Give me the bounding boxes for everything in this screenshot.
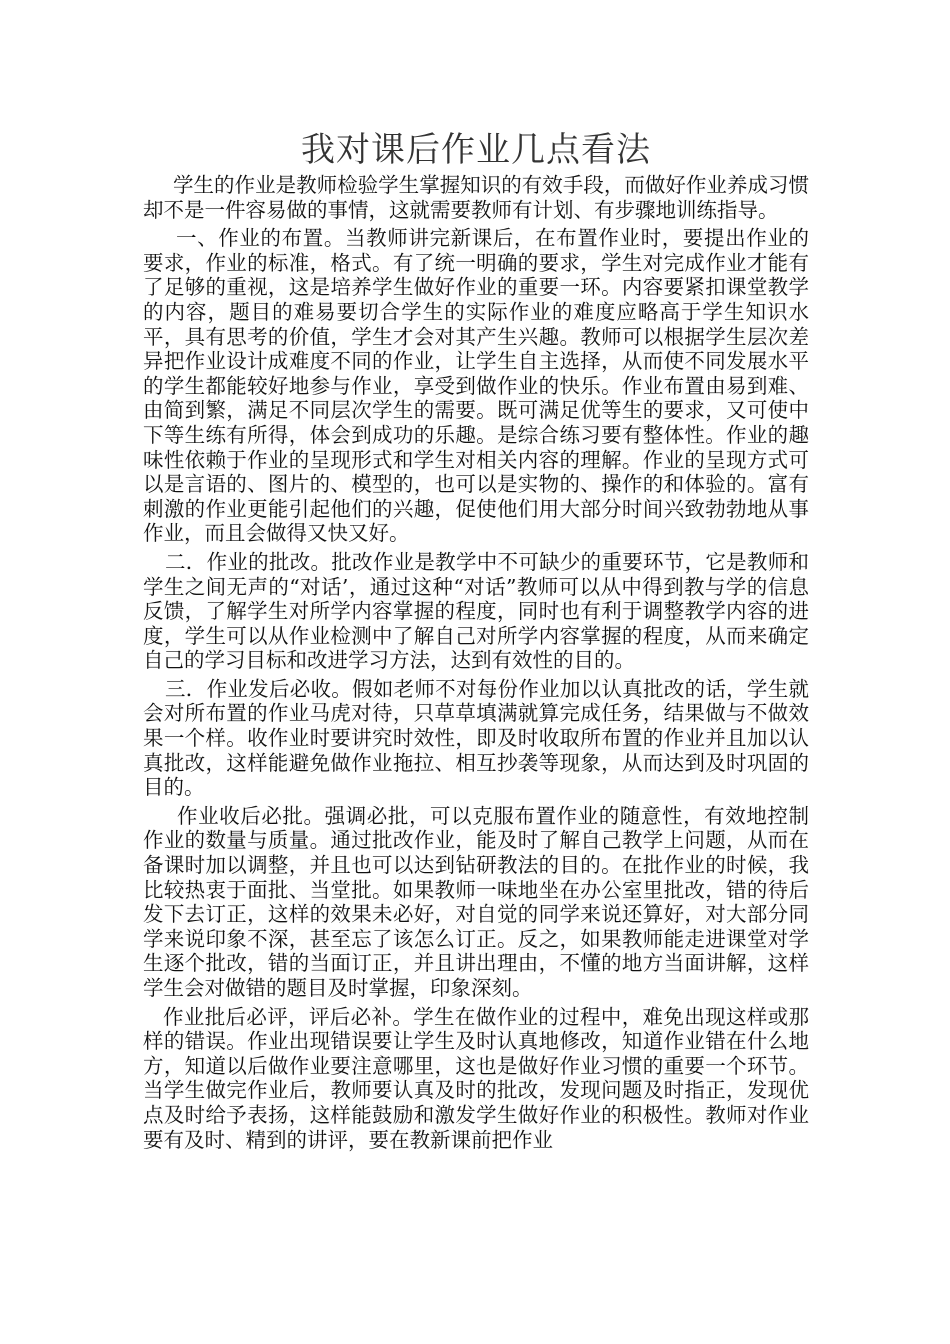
paragraph-assignment-collection: 三．作业发后必收。假如老师不对每份作业加以认真批改的话，学生就会对所布置的作业马虎对待，只草草填满就算完成任务，结果做与不做效果一个样。收作业时要讲究时效性，即及时收取所布置的作业并且加以认真批改，这样能避免做作业拖拉、相互抄袭等现象，从而达到及时巩固的目的。: [143, 676, 809, 800]
paragraph-intro: 学生的作业是教师检验学生掌握知识的有效手段，而做好作业养成习惯却不是一件容易做的事情，这就需要教师有计划、有步骤地训练指导。: [143, 173, 809, 222]
document-page: [143, 130, 809, 1156]
paragraph-assignment-design: 一、作业的布置。当教师讲完新课后，在布置作业时，要提出作业的要求，作业的标准，格式。有了统一明确的要求，学生对完成作业才能有了足够的重视，这是培养学生做好作业的重要一环。内容要紧扣课堂教学的内容，题目的难易要切合学生的实际作业的难度应略高于学生知识水平，具有思考的价值，学生才会对其产生兴趣。教师可以根据学生层次差异把作业设计成难度不同的作业，让学生自主选择，从而使不同发展水平的学生都能较好地参与作业，享受到做作业的快乐。作业布置由易到难、由简到繁，满足不同层次学生的需要。既可满足优等生的要求，又可使中下等生练有所得，体会到成功的乐趣。是综合练习要有整体性。作业的趣味性依赖于作业的呈现形式和学生对相关内容的理解。作业的呈现方式可以是言语的、图片的、模型的，也可以是实物的、操作的和体验的。富有刺激的作业更能引起他们的兴趣，促使他们用大部分时间兴致勃勃地从事作业，而且会做得又快又好。: [143, 226, 809, 546]
paragraph-assignment-grading: 二．作业的批改。批改作业是教学中不可缺少的重要环节，它是教师和学生之间无声的“对话’，通过这种“对话”教师可以从中得到教与学的信息反馈，了解学生对所学内容掌握的程度，同时也有利于调整教学内容的进度，学生可以从作业检测中了解自己对所学内容掌握的程度，从而来确定自己的学习目标和改进学习方法，达到有效性的目的。: [143, 549, 809, 673]
paragraph-must-review: 作业批后必评，评后必补。学生在做作业的过程中，难免出现这样或那样的错误。作业出现错误要让学生及时认真地修改，知道作业错在什么地方，知道以后做作业要注意哪里，这也是做好作业习惯的重要一个环节。当学生做完作业后，教师要认真及时的批改，发现问题及时指正，发现优点及时给予表扬，这样能鼓励和激发学生做好作业的积极性。教师对作业要有及时、精到的讲评，要在教新课前把作业: [143, 1004, 809, 1152]
document-title: 我对课后作业几点看法: [301, 130, 651, 170]
paragraph-must-grade: 作业收后必批。强调必批，可以克服布置作业的随意性，有效地控制作业的数量与质量。通过批改作业，能及时了解自己教学上问题，从而在备课时加以调整，并且也可以达到钻研教法的目的。在批作业的时候，我比较热衷于面批、当堂批。如果教师一味地坐在办公室里批改，错的待后发下去订正，这样的效果未必好，对自觉的同学来说还算好，对大部分同学来说印象不深，甚至忘了该怎么订正。反之，如果教师能走进课堂对学生逐个批改，错的当面订正，并且讲出理由，不懂的地方当面讲解，这样学生会对做错的题目及时掌握，印象深刻。: [143, 803, 809, 1000]
